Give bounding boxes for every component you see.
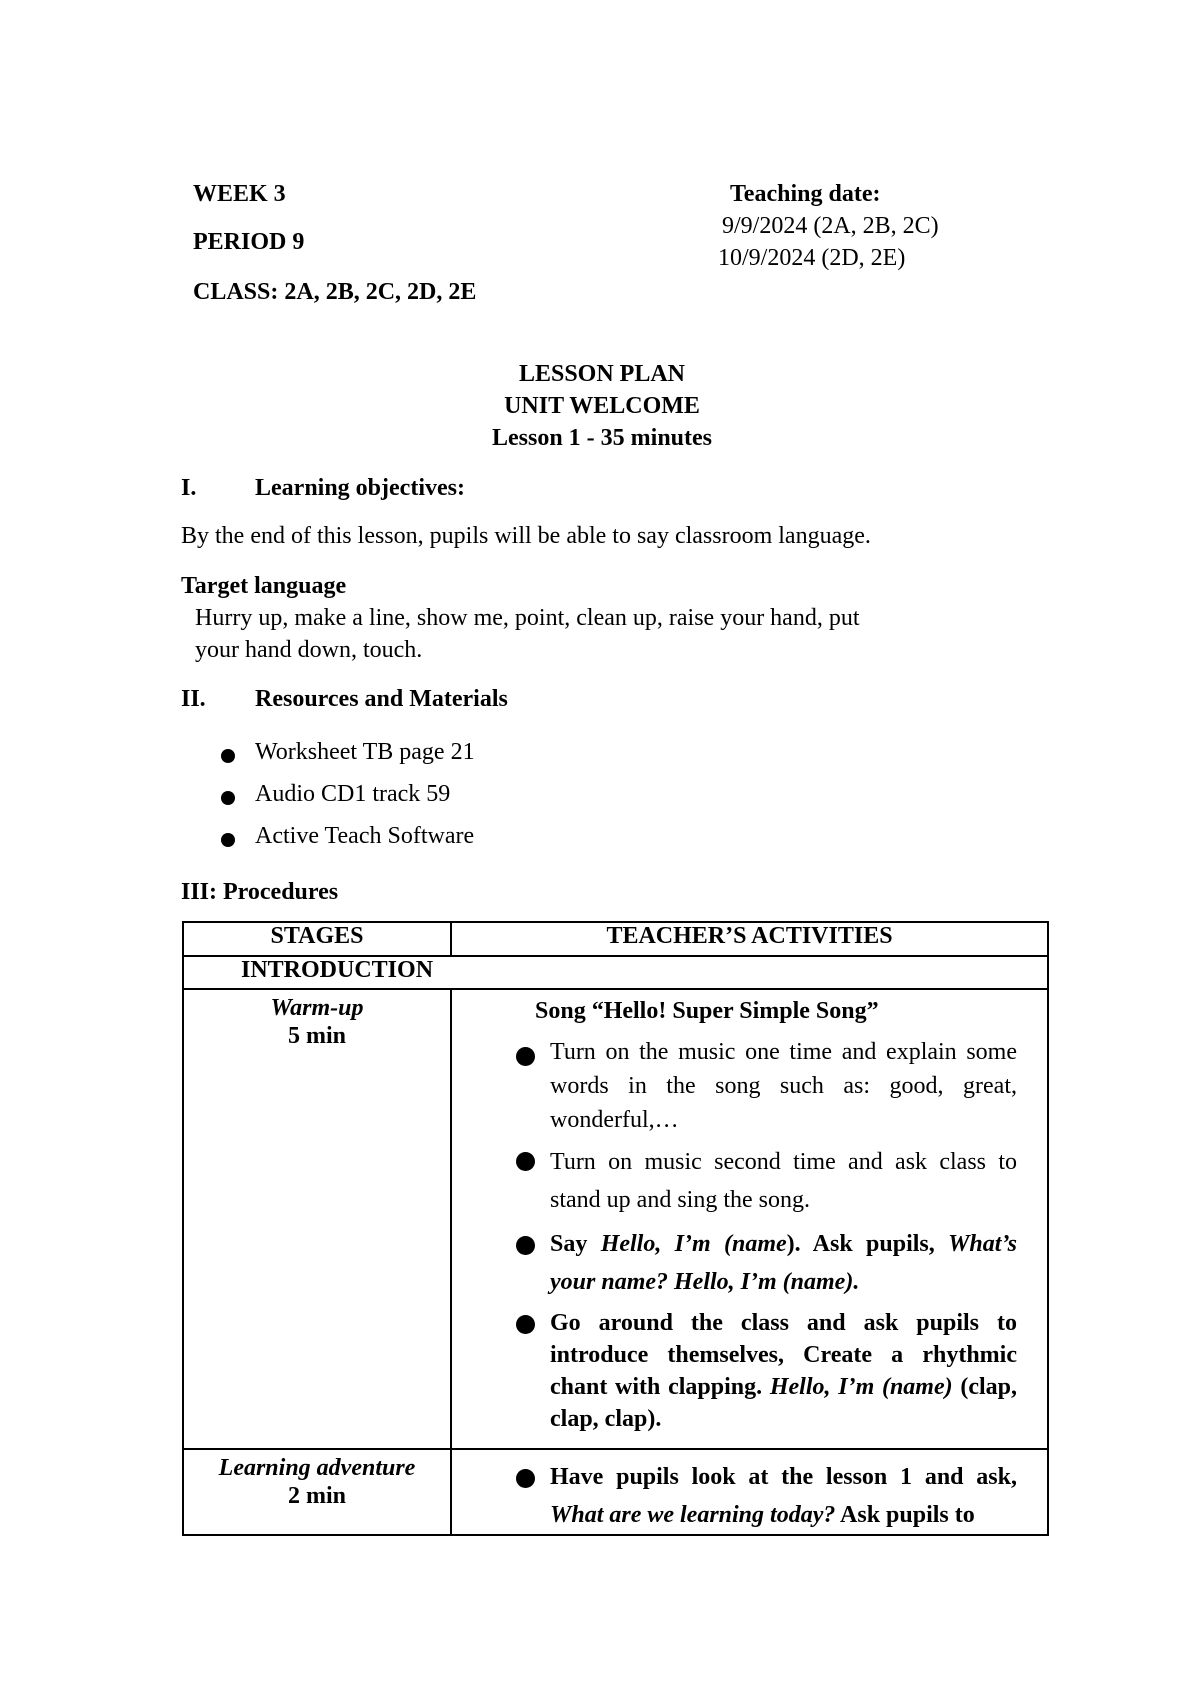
procedures-table	[182, 921, 1049, 1536]
stage-time: 5 min	[287, 1023, 346, 1049]
activity-item	[452, 1225, 1047, 1301]
bullet-icon	[516, 1469, 535, 1488]
activity-item	[452, 1143, 1047, 1219]
activity-emphasis: What’s your name? Hello, I’m (name).	[550, 1231, 1017, 1295]
unit-title: UNIT WELCOME	[504, 393, 700, 419]
activity-emphasis: Hello, I’m (name)	[769, 1374, 953, 1400]
week-label: WEEK 3	[193, 181, 286, 207]
section-1-heading	[181, 475, 465, 502]
resource-item: Active Teach Software	[255, 823, 475, 849]
stage-name: Warm-up	[270, 995, 364, 1021]
section-1-number: I.	[181, 475, 197, 501]
bullet-icon	[516, 1315, 535, 1334]
target-language-line-1: Hurry up, make a line, show me, point, clean up, raise your hand, put	[195, 605, 860, 631]
activity-text: Say	[550, 1231, 601, 1257]
activities-cell-adventure	[451, 1449, 1048, 1535]
bullet-icon	[516, 1152, 535, 1171]
introduction-row	[183, 956, 1048, 989]
activity-text: Ask pupils to	[835, 1502, 975, 1528]
bullet-icon	[221, 749, 235, 763]
stage-cell-warmup	[183, 989, 451, 1449]
stage-time: 2 min	[287, 1483, 346, 1509]
activities-cell-warmup	[451, 989, 1048, 1449]
section-3-heading: III: Procedures	[181, 879, 339, 905]
activity-text: Have pupils look at the lesson 1 and ask,	[550, 1464, 1017, 1490]
activity-text: (clap, clap, clap).	[550, 1374, 1017, 1432]
section-2-heading	[181, 686, 508, 713]
song-title: Song “Hello! Super Simple Song”	[535, 998, 879, 1024]
section-1-title: Learning objectives:	[255, 475, 465, 501]
period-label: PERIOD 9	[193, 229, 305, 255]
table-row	[183, 1449, 1048, 1535]
teaching-date-line-2: 10/9/2024 (2D, 2E)	[718, 245, 906, 271]
teaching-date-line-1: 9/9/2024 (2A, 2B, 2C)	[722, 213, 939, 239]
activity-item	[452, 1458, 1047, 1534]
activity-emphasis: What are we learning today?	[550, 1502, 836, 1528]
introduction-label: INTRODUCTION	[241, 957, 434, 983]
class-label: CLASS: 2A, 2B, 2C, 2D, 2E	[193, 279, 477, 305]
target-language-line-2: your hand down, touch.	[195, 637, 423, 663]
activity-text: Go around the class and ask pupils to introduce themselves, Create a rhythmic chant with clapping.	[550, 1310, 1017, 1400]
activity-item	[452, 1307, 1047, 1435]
target-language-label: Target language	[181, 573, 347, 599]
bullet-icon	[516, 1047, 535, 1066]
introduction-cell	[183, 956, 1048, 989]
bullet-icon	[221, 833, 235, 847]
activity-text: Turn on the music one time and explain some words in the song such as: good, great, wonderful,…	[550, 1039, 1017, 1133]
activity-emphasis: Hello, I’m (name	[600, 1231, 787, 1257]
resource-item: Audio CD1 track 59	[255, 781, 451, 807]
lesson-plan-title: LESSON PLAN	[518, 361, 686, 387]
bullet-icon	[221, 791, 235, 805]
activity-item	[452, 1035, 1047, 1137]
objectives-text: By the end of this lesson, pupils will be able to say classroom language.	[181, 523, 871, 549]
table-row	[183, 989, 1048, 1449]
section-2-number: II.	[181, 686, 206, 712]
activity-text: Turn on music second time and ask class to stand up and sing the song.	[550, 1149, 1017, 1213]
table-header-row	[183, 922, 1048, 956]
section-2-title: Resources and Materials	[255, 686, 508, 712]
header-teacher-activities: TEACHER’S ACTIVITIES	[451, 922, 1048, 956]
bullet-icon	[516, 1236, 535, 1255]
stage-cell-adventure	[183, 1449, 451, 1535]
resource-item: Worksheet TB page 21	[255, 739, 475, 765]
lesson-duration-title: Lesson 1 - 35 minutes	[491, 425, 713, 451]
teaching-date-label: Teaching date:	[730, 181, 881, 207]
activity-text: ). Ask pupils,	[786, 1231, 949, 1257]
header-stages: STAGES	[183, 922, 451, 956]
stage-name: Learning adventure	[218, 1455, 416, 1481]
